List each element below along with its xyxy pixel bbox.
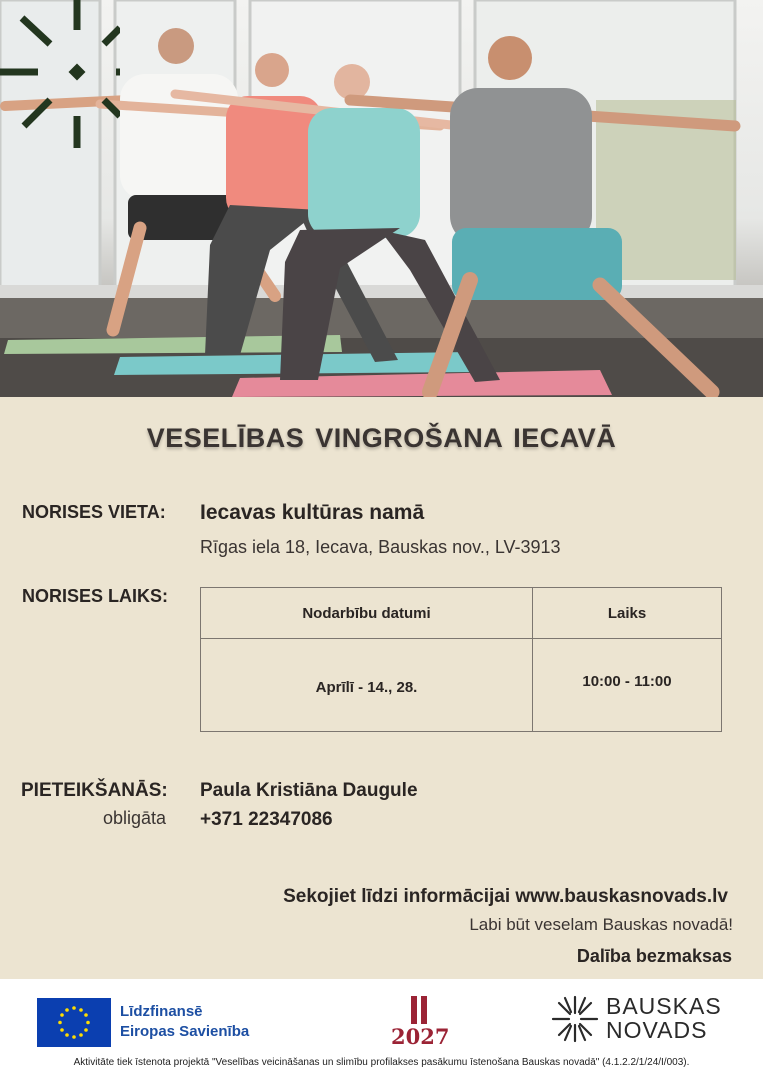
table-header-dates: Nodarbību datumi	[201, 588, 533, 639]
registration-label: PIETEIKŠANĀS:	[21, 780, 168, 801]
schedule-label: NORISES LAIKS:	[22, 586, 169, 606]
free-participation-text: Dalība bezmaksas	[576, 946, 732, 966]
eu-line-2: Eiropas Savienība	[120, 1023, 250, 1040]
bauskas-line-2: NOVADS	[606, 1017, 708, 1043]
venue-name: Iecavas kultūras namā	[200, 501, 425, 524]
eu-flag-icon	[37, 998, 111, 1047]
latvia-2027-logo	[389, 994, 451, 1055]
eu-line-1: Līdzfinansē	[120, 1003, 203, 1020]
bauskas-line-1: BAUSKAS	[606, 993, 722, 1019]
bauskas-novads-logo-mark	[551, 995, 599, 1048]
table-cell-time: 10:00 - 11:00	[533, 639, 722, 732]
hero-photo-yoga-class	[0, 0, 763, 397]
page-title: VESELĪBAS VINGROŠANA IECAVĀ	[146, 423, 617, 453]
registration-sublabel: obligāta	[103, 808, 167, 828]
contact-name: Paula Kristiāna Daugule	[200, 780, 418, 801]
table-header-time: Laiks	[533, 588, 722, 639]
table-cell-dates: Aprīlī - 14., 28.	[201, 639, 533, 732]
bauskas-star-icon	[551, 995, 599, 1043]
venue-label: NORISES VIETA:	[22, 502, 166, 522]
project-disclaimer: Aktivitāte tiek īstenota projektā "Veselības veicināšanas un slimību profilakses pasākumu īstenošana Bauskas novadā" (4.1.2.2/1/24/I/003).	[73, 1057, 690, 1068]
table-row	[201, 639, 722, 732]
schedule-table	[200, 587, 722, 732]
bauskas-novads-wordmark	[606, 994, 722, 1042]
contact-phone[interactable]: +371 22347086	[200, 809, 333, 830]
follow-info-text: Sekojiet līdzi informācijai www.bauskasnovads.lv	[283, 886, 728, 907]
latvia-logo-year: 2027	[391, 1024, 450, 1049]
eu-cofinance-text	[120, 1002, 249, 1042]
table-header-row	[201, 588, 722, 639]
slogan-text: Labi būt veselam Bauskas novadā!	[469, 915, 733, 934]
burst-logo-icon	[0, 0, 120, 150]
eu-stars-icon	[37, 998, 111, 1047]
venue-address: Rīgas iela 18, Iecava, Bauskas nov., LV-3913	[200, 537, 561, 557]
